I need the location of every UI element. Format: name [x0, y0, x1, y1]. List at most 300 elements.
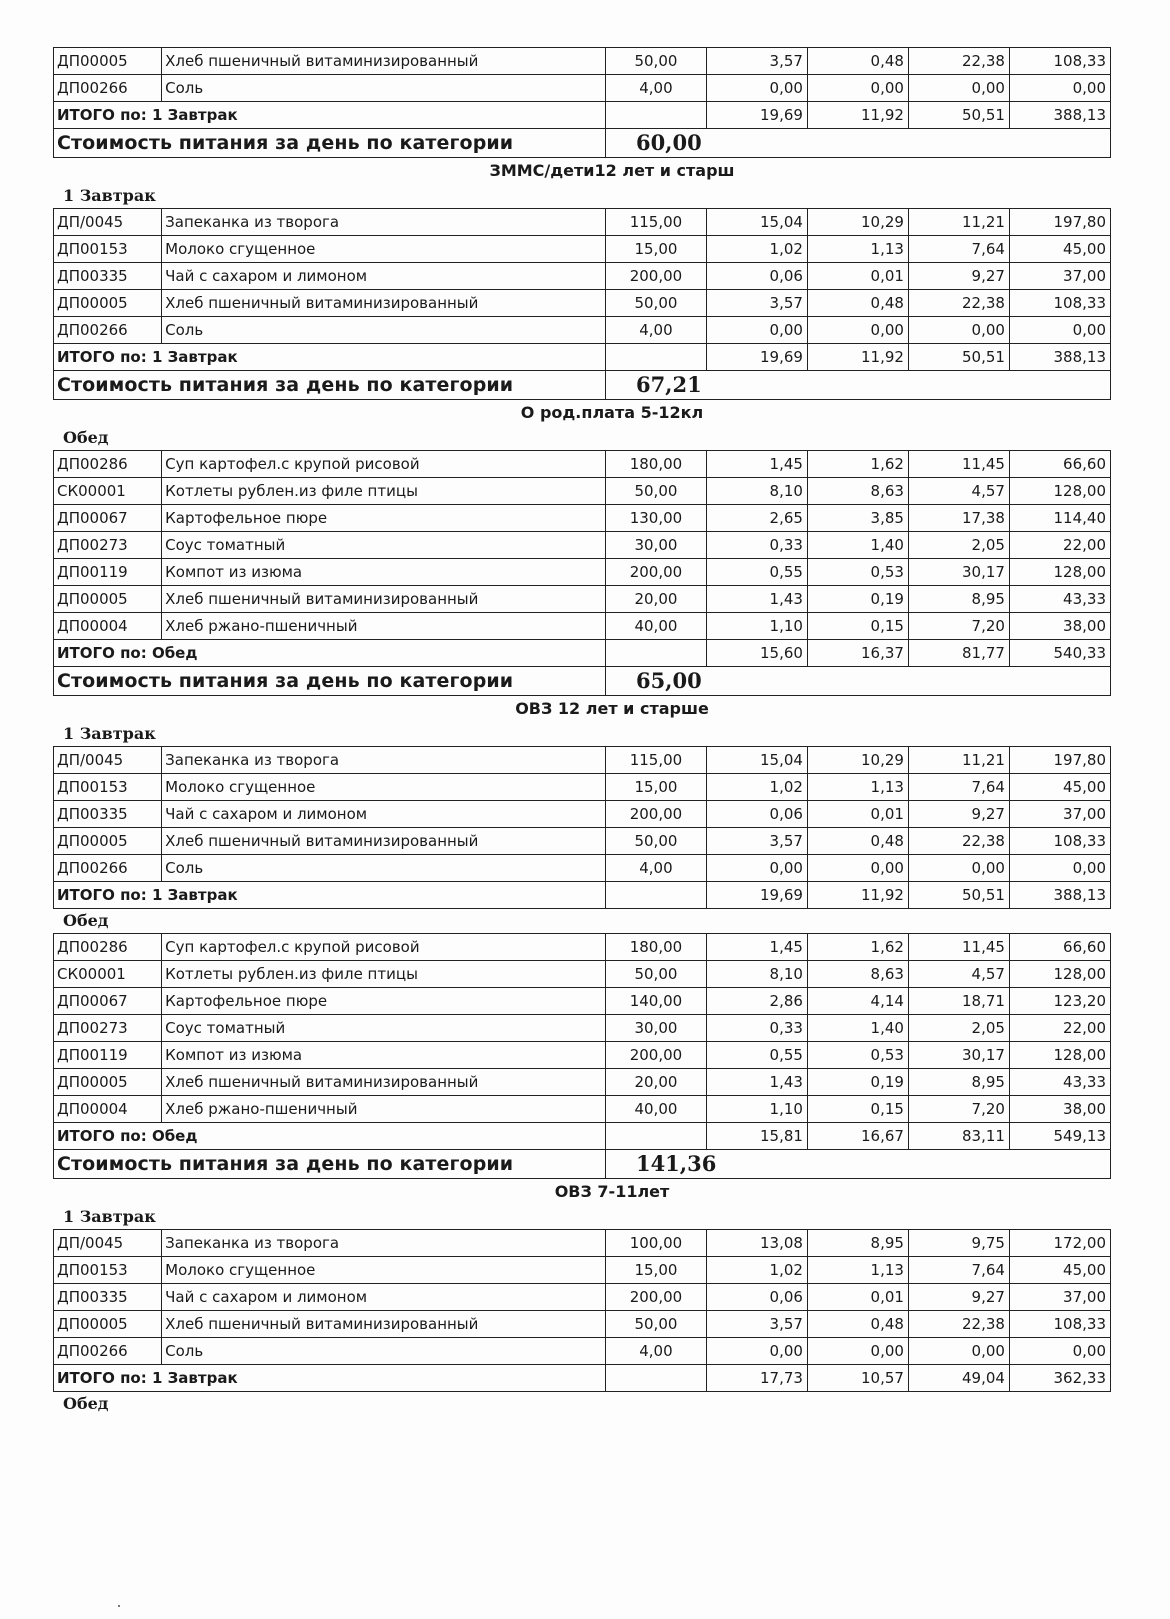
dish-weight: 15,00 [605, 1257, 706, 1284]
dish-row [54, 559, 1111, 586]
dish-row [54, 1311, 1111, 1338]
dish-protein: 15,04 [706, 747, 807, 774]
dish-row [54, 317, 1111, 344]
daily-cost-value: 60,00 [605, 129, 807, 158]
dish-code: ДП/0045 [54, 747, 162, 774]
dish-row [54, 451, 1111, 478]
dish-code: ДП00119 [54, 1042, 162, 1069]
dish-name: Чай с сахаром и лимоном [162, 1284, 606, 1311]
dish-kcal: 197,80 [1009, 209, 1110, 236]
total-carbs: 49,04 [908, 1365, 1009, 1392]
dish-carbs: 4,57 [908, 478, 1009, 505]
dish-kcal: 37,00 [1009, 263, 1110, 290]
dish-row [54, 1257, 1111, 1284]
dish-kcal: 0,00 [1009, 855, 1110, 882]
dish-protein: 0,55 [706, 1042, 807, 1069]
dish-code: ДП00335 [54, 263, 162, 290]
dish-code: ДП/0045 [54, 209, 162, 236]
total-weight-empty [605, 1365, 706, 1392]
dish-weight: 4,00 [605, 855, 706, 882]
dish-weight: 40,00 [605, 613, 706, 640]
total-carbs: 50,51 [908, 882, 1009, 909]
dish-fat: 0,00 [807, 1338, 908, 1365]
dish-kcal: 108,33 [1009, 48, 1110, 75]
dish-name: Хлеб пшеничный витаминизированный [162, 1069, 606, 1096]
dish-row [54, 1042, 1111, 1069]
total-row [54, 640, 1111, 667]
dish-row [54, 263, 1111, 290]
dish-fat: 0,48 [807, 1311, 908, 1338]
dish-kcal: 172,00 [1009, 1230, 1110, 1257]
dish-fat: 0,19 [807, 586, 908, 613]
dish-name: Соль [162, 855, 606, 882]
dish-carbs: 7,64 [908, 236, 1009, 263]
dish-weight: 30,00 [605, 1015, 706, 1042]
dish-row [54, 1230, 1111, 1257]
dish-name: Запеканка из творога [162, 1230, 606, 1257]
dish-carbs: 11,21 [908, 747, 1009, 774]
dish-kcal: 66,60 [1009, 451, 1110, 478]
dish-row [54, 747, 1111, 774]
dish-row [54, 1096, 1111, 1123]
meal-heading: Обед [63, 911, 109, 930]
total-weight-empty [605, 1123, 706, 1150]
dish-protein: 3,57 [706, 290, 807, 317]
dish-carbs: 22,38 [908, 828, 1009, 855]
dish-kcal: 38,00 [1009, 1096, 1110, 1123]
total-row [54, 882, 1111, 909]
dish-row [54, 236, 1111, 263]
dish-carbs: 2,05 [908, 532, 1009, 559]
daily-cost-value: 65,00 [605, 667, 807, 696]
dish-carbs: 18,71 [908, 988, 1009, 1015]
total-protein: 17,73 [706, 1365, 807, 1392]
dish-code: ДП00335 [54, 801, 162, 828]
total-row [54, 344, 1111, 371]
daily-cost-blank [807, 129, 1110, 158]
dish-weight: 30,00 [605, 532, 706, 559]
dish-code: ДП00005 [54, 1069, 162, 1096]
dish-carbs: 11,45 [908, 934, 1009, 961]
daily-cost-label: Стоимость питания за день по категории [54, 1150, 606, 1179]
dish-name: Хлеб ржано-пшеничный [162, 1096, 606, 1123]
dish-weight: 15,00 [605, 774, 706, 801]
dish-carbs: 0,00 [908, 317, 1009, 344]
dish-weight: 15,00 [605, 236, 706, 263]
dish-row [54, 586, 1111, 613]
total-label: ИТОГО по: Обед [54, 1123, 606, 1150]
dish-kcal: 22,00 [1009, 532, 1110, 559]
dish-carbs: 7,20 [908, 1096, 1009, 1123]
total-label: ИТОГО по: 1 Завтрак [54, 102, 606, 129]
dish-fat: 1,62 [807, 934, 908, 961]
dish-row [54, 290, 1111, 317]
dish-protein: 0,00 [706, 855, 807, 882]
total-carbs: 81,77 [908, 640, 1009, 667]
dish-kcal: 0,00 [1009, 75, 1110, 102]
daily-cost-row [54, 1150, 1111, 1179]
category-heading: ОВЗ 12 лет и старше [515, 699, 709, 718]
total-weight-empty [605, 882, 706, 909]
dish-carbs: 9,27 [908, 263, 1009, 290]
total-row [54, 1365, 1111, 1392]
dish-code: ДП00266 [54, 1338, 162, 1365]
total-protein: 19,69 [706, 344, 807, 371]
dish-protein: 1,43 [706, 1069, 807, 1096]
dish-protein: 2,86 [706, 988, 807, 1015]
dish-name: Компот из изюма [162, 1042, 606, 1069]
dish-protein: 1,02 [706, 1257, 807, 1284]
daily-cost-row [54, 667, 1111, 696]
total-protein: 19,69 [706, 882, 807, 909]
dish-weight: 200,00 [605, 1284, 706, 1311]
total-fat: 11,92 [807, 882, 908, 909]
total-fat: 11,92 [807, 344, 908, 371]
dish-protein: 1,45 [706, 934, 807, 961]
dish-carbs: 0,00 [908, 855, 1009, 882]
total-protein: 19,69 [706, 102, 807, 129]
dish-protein: 3,57 [706, 828, 807, 855]
dish-fat: 0,53 [807, 559, 908, 586]
dish-protein: 2,65 [706, 505, 807, 532]
dish-row [54, 75, 1111, 102]
dish-fat: 4,14 [807, 988, 908, 1015]
dish-fat: 0,19 [807, 1069, 908, 1096]
total-kcal: 549,13 [1009, 1123, 1110, 1150]
meal-heading: Обед [63, 428, 109, 447]
dish-weight: 100,00 [605, 1230, 706, 1257]
dish-kcal: 108,33 [1009, 828, 1110, 855]
dish-row [54, 209, 1111, 236]
dish-kcal: 45,00 [1009, 1257, 1110, 1284]
dish-carbs: 2,05 [908, 1015, 1009, 1042]
dish-carbs: 17,38 [908, 505, 1009, 532]
dish-name: Картофельное пюре [162, 988, 606, 1015]
dish-fat: 1,13 [807, 774, 908, 801]
total-fat: 16,67 [807, 1123, 908, 1150]
dish-code: ДП00286 [54, 451, 162, 478]
dish-fat: 0,48 [807, 290, 908, 317]
dish-protein: 3,57 [706, 48, 807, 75]
dish-weight: 180,00 [605, 934, 706, 961]
menu-document [53, 47, 1111, 1416]
dish-row [54, 1069, 1111, 1096]
dish-row [54, 774, 1111, 801]
dish-carbs: 9,27 [908, 1284, 1009, 1311]
dish-kcal: 108,33 [1009, 290, 1110, 317]
total-row [54, 102, 1111, 129]
dish-protein: 0,33 [706, 532, 807, 559]
daily-cost-label: Стоимость питания за день по категории [54, 371, 606, 400]
dish-name: Хлеб пшеничный витаминизированный [162, 1311, 606, 1338]
dish-fat: 0,00 [807, 75, 908, 102]
dish-name: Молоко сгущенное [162, 236, 606, 263]
dish-weight: 200,00 [605, 559, 706, 586]
dish-kcal: 197,80 [1009, 747, 1110, 774]
total-fat: 16,37 [807, 640, 908, 667]
total-weight-empty [605, 102, 706, 129]
daily-cost-blank [807, 371, 1110, 400]
total-kcal: 362,33 [1009, 1365, 1110, 1392]
dish-code: ДП00004 [54, 613, 162, 640]
dish-weight: 200,00 [605, 263, 706, 290]
dish-row [54, 801, 1111, 828]
dish-code: ДП00266 [54, 317, 162, 344]
dish-row [54, 828, 1111, 855]
dish-carbs: 22,38 [908, 1311, 1009, 1338]
total-kcal: 540,33 [1009, 640, 1110, 667]
dish-name: Компот из изюма [162, 559, 606, 586]
dish-weight: 50,00 [605, 478, 706, 505]
dish-carbs: 7,64 [908, 774, 1009, 801]
dish-name: Чай с сахаром и лимоном [162, 801, 606, 828]
dish-kcal: 128,00 [1009, 961, 1110, 988]
dish-code: СК00001 [54, 478, 162, 505]
dish-table [53, 933, 1111, 1179]
dish-protein: 1,02 [706, 774, 807, 801]
dish-code: ДП00153 [54, 236, 162, 263]
dish-name: Соус томатный [162, 532, 606, 559]
dish-kcal: 38,00 [1009, 613, 1110, 640]
dish-protein: 0,00 [706, 75, 807, 102]
daily-cost-blank [807, 667, 1110, 696]
dish-name: Котлеты рублен.из филе птицы [162, 961, 606, 988]
dish-carbs: 7,20 [908, 613, 1009, 640]
total-carbs: 83,11 [908, 1123, 1009, 1150]
dish-protein: 3,57 [706, 1311, 807, 1338]
total-carbs: 50,51 [908, 344, 1009, 371]
dish-code: ДП00005 [54, 290, 162, 317]
dish-carbs: 9,27 [908, 801, 1009, 828]
dish-weight: 4,00 [605, 1338, 706, 1365]
total-protein: 15,60 [706, 640, 807, 667]
dish-kcal: 37,00 [1009, 801, 1110, 828]
dish-code: ДП00005 [54, 48, 162, 75]
dish-name: Картофельное пюре [162, 505, 606, 532]
dish-table [53, 746, 1111, 909]
dish-fat: 0,00 [807, 317, 908, 344]
dish-table [53, 450, 1111, 696]
dish-carbs: 30,17 [908, 559, 1009, 586]
dish-carbs: 0,00 [908, 1338, 1009, 1365]
dish-kcal: 43,33 [1009, 586, 1110, 613]
dish-code: ДП00273 [54, 532, 162, 559]
dish-weight: 4,00 [605, 75, 706, 102]
dish-name: Хлеб пшеничный витаминизированный [162, 586, 606, 613]
dish-row [54, 48, 1111, 75]
dish-fat: 8,63 [807, 961, 908, 988]
dish-fat: 0,01 [807, 801, 908, 828]
dish-kcal: 0,00 [1009, 317, 1110, 344]
total-fat: 11,92 [807, 102, 908, 129]
dish-fat: 1,62 [807, 451, 908, 478]
dish-row [54, 1338, 1111, 1365]
dish-protein: 1,45 [706, 451, 807, 478]
dish-kcal: 108,33 [1009, 1311, 1110, 1338]
daily-cost-row [54, 371, 1111, 400]
dish-name: Хлеб пшеничный витаминизированный [162, 290, 606, 317]
dish-carbs: 22,38 [908, 290, 1009, 317]
total-label: ИТОГО по: 1 Завтрак [54, 1365, 606, 1392]
dish-protein: 0,33 [706, 1015, 807, 1042]
dish-fat: 0,48 [807, 828, 908, 855]
meal-heading: 1 Завтрак [63, 1207, 156, 1226]
dish-code: ДП00005 [54, 1311, 162, 1338]
dish-name: Молоко сгущенное [162, 1257, 606, 1284]
total-label: ИТОГО по: Обед [54, 640, 606, 667]
dish-fat: 10,29 [807, 209, 908, 236]
dish-protein: 15,04 [706, 209, 807, 236]
dish-name: Запеканка из творога [162, 209, 606, 236]
total-kcal: 388,13 [1009, 882, 1110, 909]
dish-fat: 1,40 [807, 532, 908, 559]
dish-code: ДП00266 [54, 75, 162, 102]
dish-code: ДП00266 [54, 855, 162, 882]
dish-row [54, 1015, 1111, 1042]
dish-protein: 0,00 [706, 317, 807, 344]
dish-fat: 0,53 [807, 1042, 908, 1069]
dish-name: Суп картофел.с крупой рисовой [162, 451, 606, 478]
dish-name: Запеканка из творога [162, 747, 606, 774]
total-row [54, 1123, 1111, 1150]
dish-protein: 1,02 [706, 236, 807, 263]
dish-weight: 115,00 [605, 209, 706, 236]
dish-weight: 50,00 [605, 1311, 706, 1338]
dish-kcal: 66,60 [1009, 934, 1110, 961]
dish-carbs: 22,38 [908, 48, 1009, 75]
total-weight-empty [605, 344, 706, 371]
dish-carbs: 9,75 [908, 1230, 1009, 1257]
dish-weight: 115,00 [605, 747, 706, 774]
dish-code: ДП/0045 [54, 1230, 162, 1257]
dish-row [54, 532, 1111, 559]
dish-code: ДП00153 [54, 1257, 162, 1284]
daily-cost-value: 141,36 [605, 1150, 807, 1179]
dish-row [54, 478, 1111, 505]
total-protein: 15,81 [706, 1123, 807, 1150]
dish-code: ДП00067 [54, 505, 162, 532]
total-fat: 10,57 [807, 1365, 908, 1392]
dish-row [54, 1284, 1111, 1311]
dish-row [54, 961, 1111, 988]
dish-weight: 4,00 [605, 317, 706, 344]
daily-cost-row [54, 129, 1111, 158]
dish-fat: 0,48 [807, 48, 908, 75]
dish-code: ДП00119 [54, 559, 162, 586]
dish-carbs: 30,17 [908, 1042, 1009, 1069]
dish-name: Котлеты рублен.из филе птицы [162, 478, 606, 505]
dish-fat: 1,40 [807, 1015, 908, 1042]
dish-weight: 20,00 [605, 1069, 706, 1096]
dish-fat: 0,01 [807, 1284, 908, 1311]
dish-row [54, 934, 1111, 961]
meal-heading: Обед [63, 1394, 109, 1413]
dish-weight: 200,00 [605, 801, 706, 828]
dish-code: ДП00335 [54, 1284, 162, 1311]
dish-name: Хлеб ржано-пшеничный [162, 613, 606, 640]
dish-weight: 180,00 [605, 451, 706, 478]
dish-fat: 1,13 [807, 1257, 908, 1284]
total-kcal: 388,13 [1009, 344, 1110, 371]
dish-code: ДП00153 [54, 774, 162, 801]
dish-weight: 130,00 [605, 505, 706, 532]
dish-table [53, 1229, 1111, 1392]
meal-heading: 1 Завтрак [63, 186, 156, 205]
dish-kcal: 43,33 [1009, 1069, 1110, 1096]
dish-kcal: 128,00 [1009, 478, 1110, 505]
dish-carbs: 11,45 [908, 451, 1009, 478]
dish-weight: 50,00 [605, 828, 706, 855]
dish-kcal: 45,00 [1009, 774, 1110, 801]
dish-protein: 13,08 [706, 1230, 807, 1257]
meal-heading: 1 Завтрак [63, 724, 156, 743]
dish-carbs: 4,57 [908, 961, 1009, 988]
total-label: ИТОГО по: 1 Завтрак [54, 344, 606, 371]
dish-carbs: 7,64 [908, 1257, 1009, 1284]
dish-kcal: 114,40 [1009, 505, 1110, 532]
dish-kcal: 0,00 [1009, 1338, 1110, 1365]
dish-name: Соль [162, 75, 606, 102]
dish-protein: 0,55 [706, 559, 807, 586]
dish-weight: 140,00 [605, 988, 706, 1015]
dish-fat: 3,85 [807, 505, 908, 532]
dish-row [54, 613, 1111, 640]
daily-cost-value: 67,21 [605, 371, 807, 400]
dish-kcal: 22,00 [1009, 1015, 1110, 1042]
dish-protein: 0,06 [706, 801, 807, 828]
dish-fat: 8,95 [807, 1230, 908, 1257]
scan-speck [118, 1605, 120, 1607]
dish-kcal: 37,00 [1009, 1284, 1110, 1311]
dish-code: ДП00004 [54, 1096, 162, 1123]
dish-kcal: 45,00 [1009, 236, 1110, 263]
daily-cost-label: Стоимость питания за день по категории [54, 667, 606, 696]
dish-kcal: 123,20 [1009, 988, 1110, 1015]
dish-carbs: 8,95 [908, 1069, 1009, 1096]
dish-name: Хлеб пшеничный витаминизированный [162, 828, 606, 855]
dish-fat: 0,01 [807, 263, 908, 290]
dish-fat: 10,29 [807, 747, 908, 774]
dish-name: Молоко сгущенное [162, 774, 606, 801]
dish-weight: 50,00 [605, 48, 706, 75]
dish-weight: 40,00 [605, 1096, 706, 1123]
category-heading: О род.плата 5-12кл [520, 403, 704, 422]
dish-fat: 0,15 [807, 613, 908, 640]
total-label: ИТОГО по: 1 Завтрак [54, 882, 606, 909]
dish-fat: 1,13 [807, 236, 908, 263]
dish-carbs: 11,21 [908, 209, 1009, 236]
dish-fat: 0,15 [807, 1096, 908, 1123]
dish-weight: 50,00 [605, 290, 706, 317]
dish-protein: 0,06 [706, 263, 807, 290]
dish-protein: 1,10 [706, 1096, 807, 1123]
dish-name: Хлеб пшеничный витаминизированный [162, 48, 606, 75]
dish-protein: 1,43 [706, 586, 807, 613]
dish-name: Чай с сахаром и лимоном [162, 263, 606, 290]
dish-row [54, 988, 1111, 1015]
dish-code: СК00001 [54, 961, 162, 988]
dish-code: ДП00067 [54, 988, 162, 1015]
total-kcal: 388,13 [1009, 102, 1110, 129]
dish-protein: 0,06 [706, 1284, 807, 1311]
dish-code: ДП00273 [54, 1015, 162, 1042]
dish-code: ДП00286 [54, 934, 162, 961]
dish-name: Соль [162, 1338, 606, 1365]
dish-table [53, 208, 1111, 400]
dish-name: Соус томатный [162, 1015, 606, 1042]
dish-row [54, 505, 1111, 532]
dish-fat: 0,00 [807, 855, 908, 882]
